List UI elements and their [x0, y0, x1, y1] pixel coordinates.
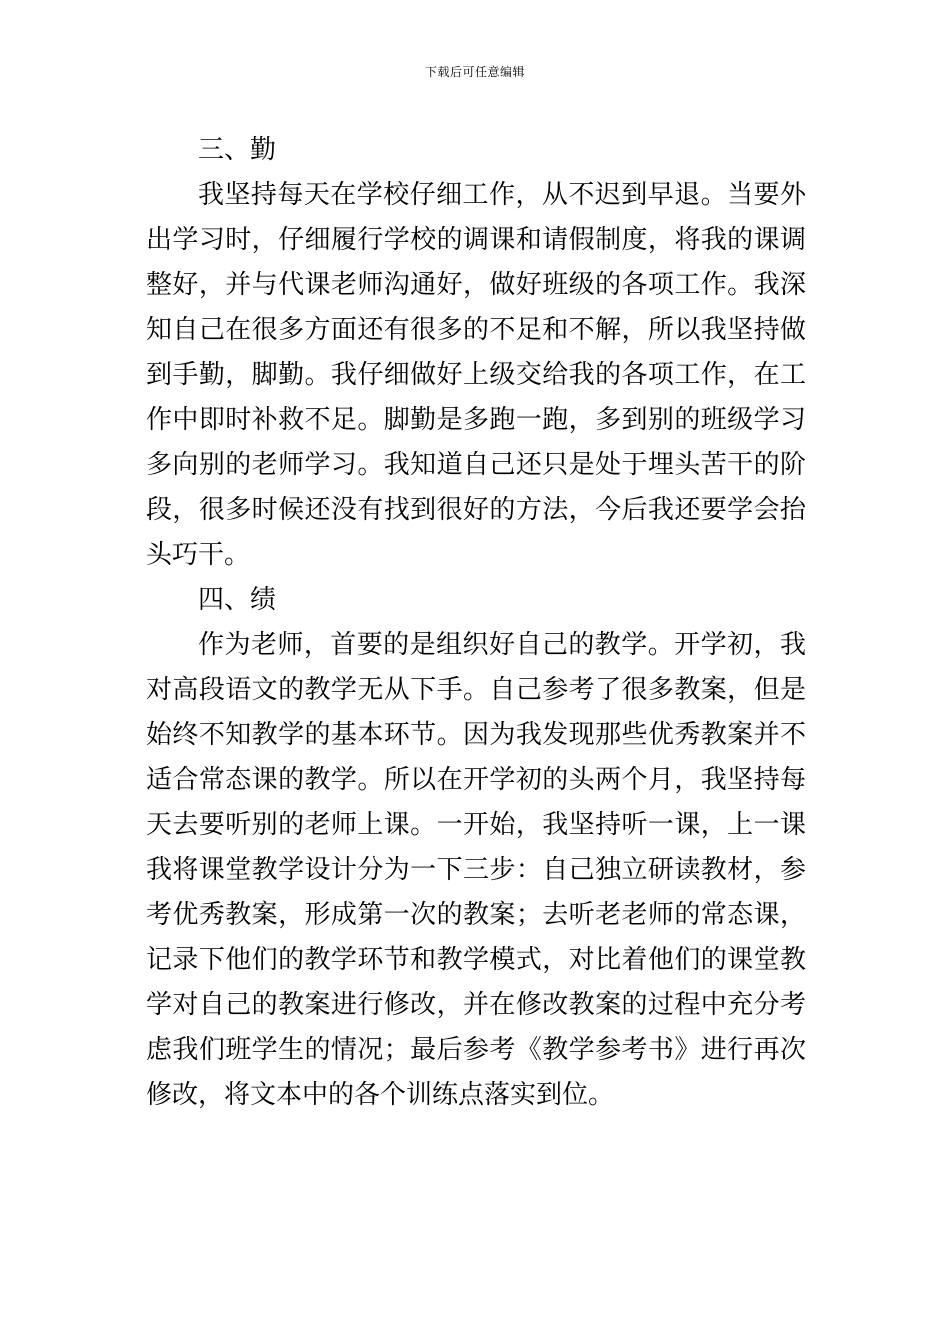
paragraph-line: 考优秀教案，形成第一次的教案；去听老老师的常态课，: [146, 900, 806, 930]
paragraph-line: 整好，并与代课老师沟通好，做好班级的各项工作。我深: [146, 270, 806, 300]
section-heading-ji: 四、绩: [198, 585, 277, 615]
paragraph-line: 对高段语文的教学无从下手。自己参考了很多教案，但是: [146, 675, 806, 705]
paragraph-line: 适合常态课的教学。所以在开学初的头两个月，我坚持每: [146, 765, 806, 795]
paragraph-ji: [146, 623, 806, 1118]
page-header: 下载后可任意编辑: [424, 65, 525, 79]
paragraph-qin: [146, 173, 806, 578]
paragraph-line: 知自己在很多方面还有很多的不足和不解，所以我坚持做: [146, 315, 806, 345]
document-body: [146, 128, 806, 1118]
paragraph-line: 我将课堂教学设计分为一下三步：自己独立研读教材，参: [146, 855, 806, 885]
paragraph-line: 虑我们班学生的情况；最后参考《教学参考书》进行再次: [146, 1035, 806, 1065]
paragraph-line: 作为老师，首要的是组织好自己的教学。开学初，我: [198, 630, 806, 660]
paragraph-line: 头巧干。: [146, 540, 251, 570]
paragraph-line: 段，很多时候还没有找到很好的方法，今后我还要学会抬: [146, 495, 806, 525]
paragraph-line: 修改，将文本中的各个训练点落实到位。: [146, 1080, 615, 1110]
paragraph-line: 学对自己的教案进行修改，并在修改教案的过程中充分考: [146, 990, 806, 1020]
paragraph-line: 到手勤，脚勤。我仔细做好上级交给我的各项工作，在工: [146, 360, 806, 390]
paragraph-line: 出学习时，仔细履行学校的调课和请假制度，将我的课调: [146, 225, 806, 255]
section-heading-qin: 三、勤: [198, 135, 277, 165]
paragraph-line: 记录下他们的教学环节和教学模式，对比着他们的课堂教: [146, 945, 806, 975]
paragraph-line: 多向别的老师学习。我知道自己还只是处于埋头苦干的阶: [146, 450, 806, 480]
paragraph-line: 始终不知教学的基本环节。因为我发现那些优秀教案并不: [146, 720, 806, 750]
paragraph-line: 作中即时补救不足。脚勤是多跑一跑，多到别的班级学习: [146, 405, 806, 435]
paragraph-line: 天去要听别的老师上课。一开始，我坚持听一课，上一课: [146, 810, 806, 840]
paragraph-line: 我坚持每天在学校仔细工作，从不迟到早退。当要外: [198, 180, 806, 210]
